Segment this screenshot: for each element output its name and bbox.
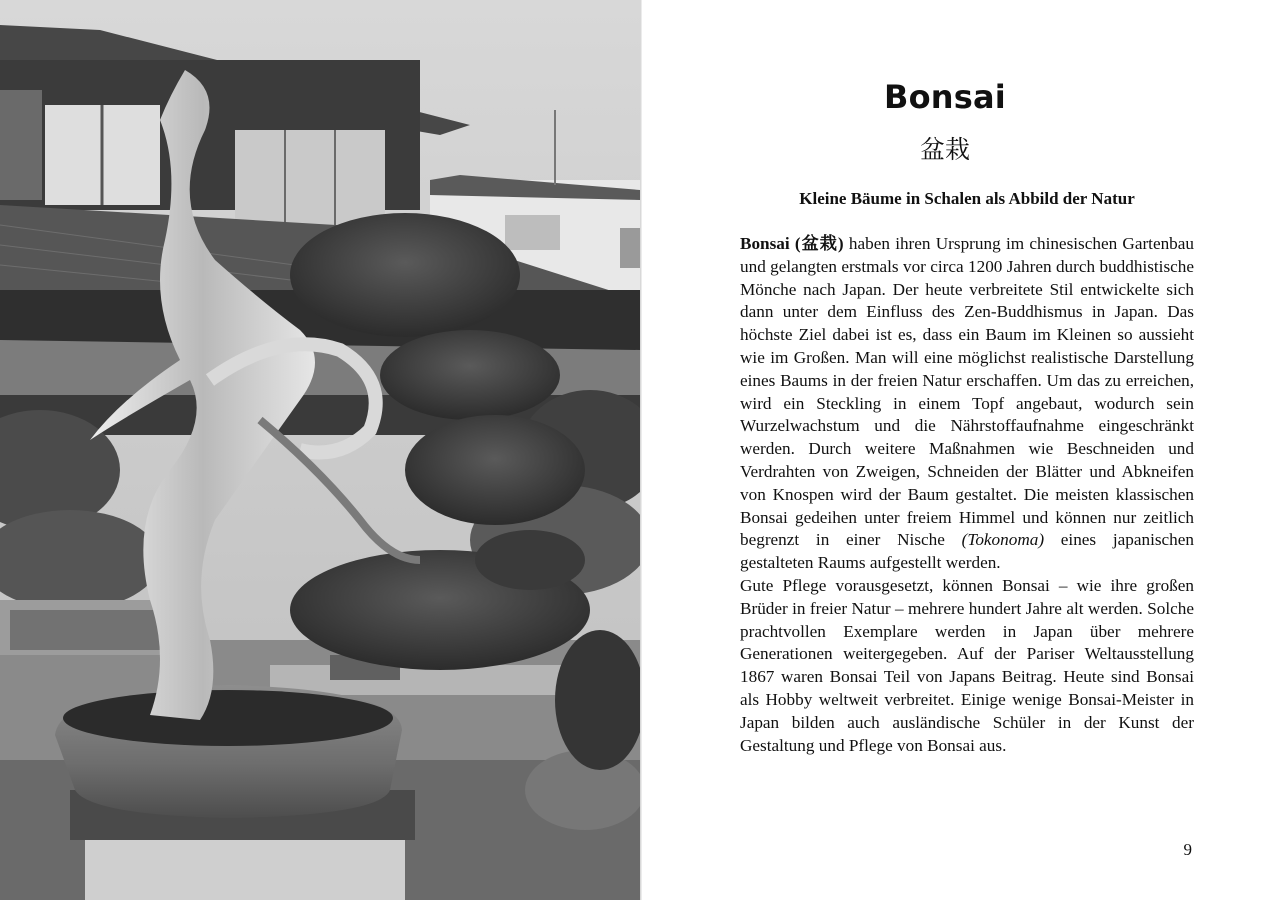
body-text bbox=[740, 233, 1194, 757]
page-subtitle: Kleine Bäume in Schalen als Abbild der Natur bbox=[799, 189, 1135, 208]
lead-term: Bonsai (盆栽) bbox=[740, 234, 844, 253]
italic-term: (Tokonoma) bbox=[961, 530, 1045, 550]
page-number: 9 bbox=[1183, 840, 1192, 859]
paragraph-1-part-1: haben ihren Ursprung im chinesischen Gartenbau und gelangten erstmals vor circa 1200 Jahren durch buddhistische Mönche nach Japan. Der heute verbreitete Stil entwickelte sich dann unter dem Einfluss des Zen-Buddhismus in Japan. Das höchste Ziel dabei ist es, dass ein Baum im Kleinen so aussieht wie im Großen. Man will eine möglichst realistische Darstellung eines Baums in der freien Natur erschaffen. Um das zu erreichen, wird ein Steckling in einem Topf angebaut, wodurch sein Wurzelwachstum und die Nährstoffaufnahme eingeschränkt werden. Durch weitere Maßnahmen wie Beschneiden und Verdrahten von Zweigen, Schneiden der Blätter und Abkneifen von Knospen wird der Baum gestaltet. Die meisten klassischen Bonsai gedeihen unter freiem Himmel und können nur zeitlich begrenzt in einer Nische bbox=[740, 234, 1194, 550]
page-title: Bonsai bbox=[884, 78, 1006, 116]
kanji-title: 盆栽 bbox=[919, 135, 970, 164]
paragraph-1 bbox=[740, 233, 1194, 575]
paragraph-2: Gute Pflege vorausgesetzt, können Bonsai – wie ihre großen Brüder in freier Natur – mehrere hundert Jahre alt werden. Solche prachtvollen Exemplare werden in Japan über mehrere Generationen weitergegeben. Auf der Pariser Weltausstellung 1867 waren Bonsai Teil von Japans Beitrag. Heute sind Bonsai als Hobby weltweit verbreitet. Einige wenige Bonsai-Meister in Japan bilden auch ausländische Schüler in der Kunst der Gestaltung und Pflege von Bonsai aus. bbox=[740, 575, 1194, 755]
paragraph-1-part-2: eines japanischen gestalteten Raums aufgestellt werden. bbox=[740, 530, 1194, 573]
text-page bbox=[642, 0, 1280, 900]
